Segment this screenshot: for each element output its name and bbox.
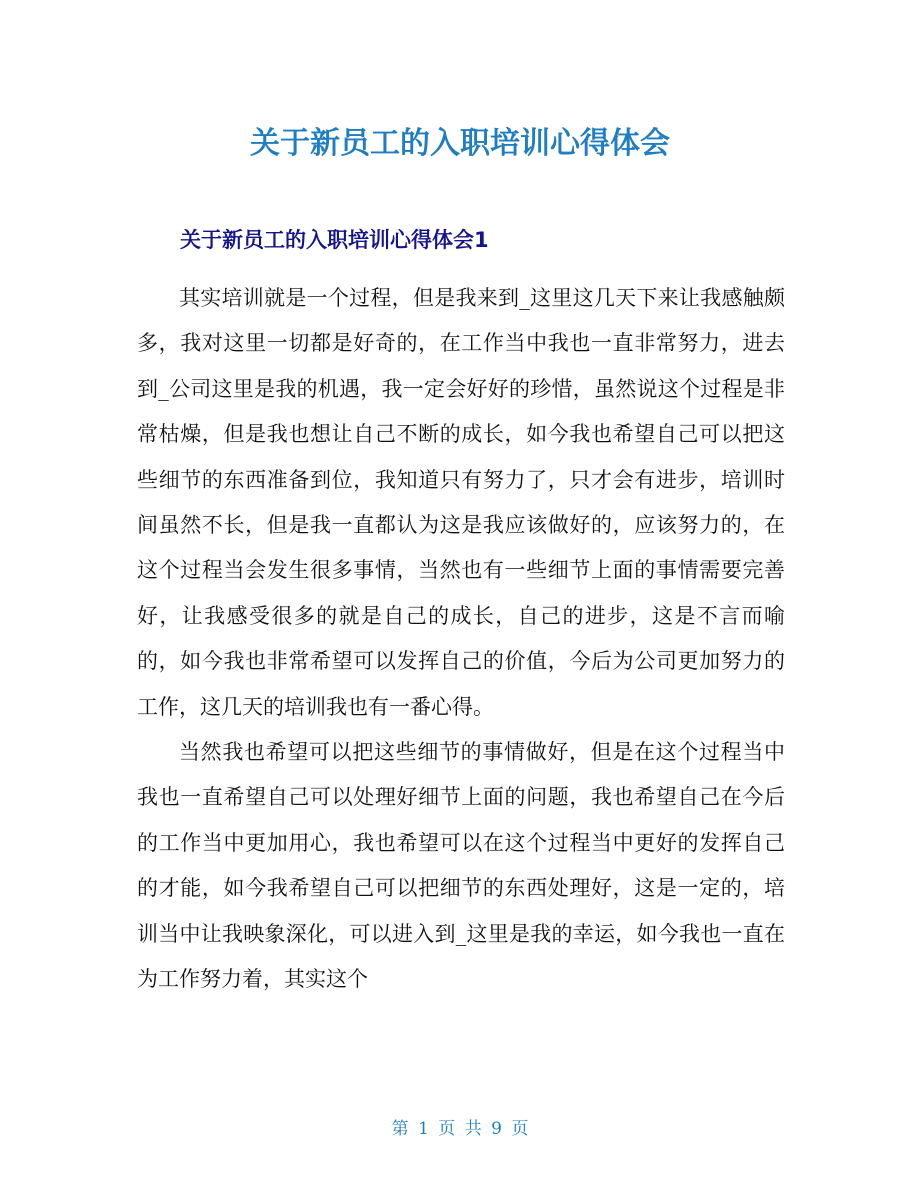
- document-title: 关于新员工的入职培训心得体会: [250, 126, 670, 161]
- document-body: [137, 276, 785, 1003]
- paragraph-2: 当然我也希望可以把这些细节的事情做好，但是在这个过程当中我也一直希望自己可以处理好细节上面的问题，我也希望自己在今后的工作当中更加用心，我也希望可以在这个过程当中更好的发挥自己的才能，如今我希望自己可以把细节的东西处理好，这是一定的，培训当中让我映象深化，可以进入到_这里是我的幸运，如今我也一直在为工作努力着，其实这个: [137, 740, 785, 992]
- page-footer: 第 1 页 共 9 页: [391, 1119, 529, 1139]
- section-heading: 关于新员工的入职培训心得体会1: [180, 228, 489, 252]
- paragraph-1: 其实培训就是一个过程，但是我来到_这里这几天下来让我感触颇多，我对这里一切都是好奇的，在工作当中我也一直非常努力，进去到_公司这里是我的机遇，我一定会好好的珍惜，虽然说这个过程是非常枯燥，但是我也想让自己不断的成长，如今我也希望自己可以把这些细节的东西准备到位，我知道只有努力了，只才会有进步，培训时间虽然不长，但是我一直都认为这是我应该做好的，应该努力的，在这个过程当会发生很多事情，当然也有一些细节上面的事情需要完善好，让我感受很多的就是自己的成长，自己的进步，这是不言而喻的，如今我也非常希望可以发挥自己的价值，今后为公司更加努力的工作，这几天的培训我也有一番心得。: [137, 286, 785, 719]
